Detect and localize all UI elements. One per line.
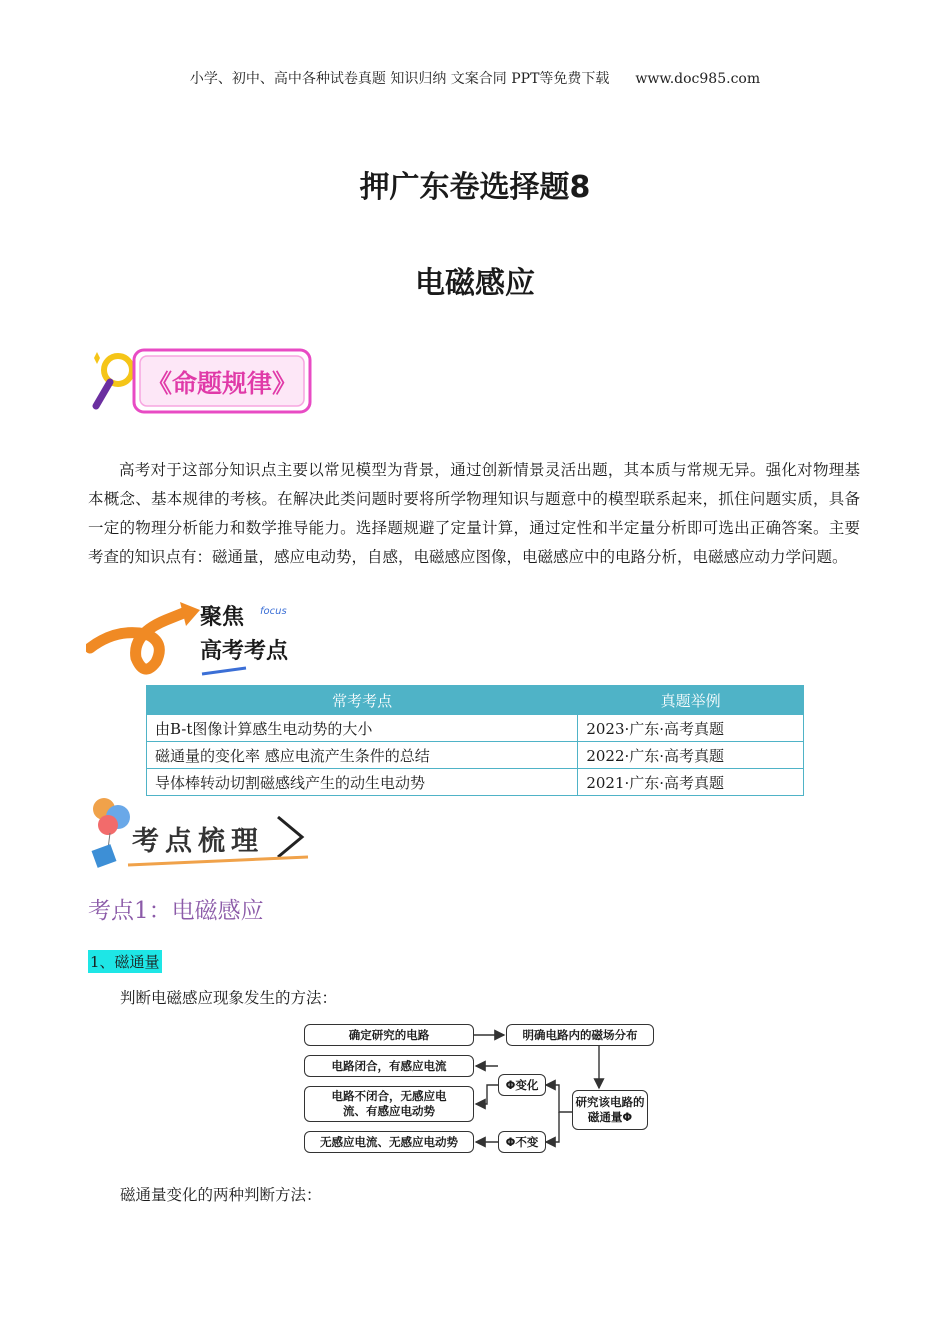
- flow-box-open: 电路不闭合，无感应电流、有感应电动势: [304, 1086, 474, 1122]
- flow-box-change: Φ变化: [498, 1074, 546, 1096]
- table-cell: 由B-t图像计算感生电动势的大小: [147, 715, 578, 742]
- two-methods-line: 磁通量变化的两种判断方法：: [120, 1186, 322, 1204]
- flow-box-field: 明确电路内的磁场分布: [506, 1024, 654, 1046]
- table-cell: 磁通量的变化率 感应电流产生条件的总结: [147, 742, 578, 769]
- page-title: 押广东卷选择题8: [359, 170, 591, 205]
- flow-box-determine: 确定研究的电路: [304, 1024, 474, 1046]
- section-heading: 1、磁通量: [88, 950, 162, 973]
- table-cell: 2021·广东·高考真题: [578, 769, 804, 796]
- table-header-cell: 常考考点: [147, 686, 578, 715]
- flow-box-closed: 电路闭合，有感应电流: [304, 1055, 474, 1077]
- focus-badge: [86, 598, 326, 678]
- mingti-badge-label: 《命题规律》: [146, 369, 297, 398]
- header-site: www.doc985.com: [635, 71, 761, 87]
- focus-line2: 高考考点: [200, 639, 289, 664]
- intro-paragraph: 高考对于这部分知识点主要以常见模型为背景，通过创新情景灵活出题，其本质与常规无异。强化对物理基本概念、基本规律的考核。在解决此类问题时要将所学物理知识与题意中的模型联系起来，抓住问题实质，具备一定的物理分析能力和数学推导能力。选择题规避了定量计算，通过定性和半定量分析即可选出正确答案。主要考查的知识点有：磁通量，感应电动势，自感，电磁感应图像，电磁感应中的电路分析，电磁感应动力学问题。: [88, 461, 860, 566]
- focus-small: focus: [260, 606, 287, 617]
- table-row: [147, 769, 804, 796]
- focus-line1: 聚焦: [200, 605, 245, 630]
- page-header: [0, 68, 950, 88]
- kaodian-heading: 考点1：电磁感应: [88, 898, 264, 924]
- flow-box-study: 研究该电路的磁通量Φ: [572, 1090, 648, 1130]
- exam-points-table: [146, 685, 804, 796]
- method-line: 判断电磁感应现象发生的方法：: [120, 989, 338, 1007]
- table-cell: 导体棒转动切割磁感线产生的动生电动势: [147, 769, 578, 796]
- table-row: [147, 715, 804, 742]
- header-text: 小学、初中、高中各种试卷真题 知识归纳 文案合同 PPT等免费下载: [189, 71, 610, 87]
- flow-box-nochange: Φ不变: [498, 1131, 546, 1153]
- page-subtitle: 电磁感应: [415, 266, 535, 301]
- table-row: [147, 742, 804, 769]
- mingti-badge: [88, 344, 318, 420]
- table-header-cell: 真题举例: [578, 686, 804, 715]
- table-header-row: [147, 686, 804, 715]
- flowchart: [304, 1020, 656, 1155]
- flow-box-none: 无感应电流、无感应电动势: [304, 1131, 474, 1153]
- review-badge: [88, 795, 318, 871]
- table-cell: 2022·广东·高考真题: [578, 742, 804, 769]
- table-cell: 2023·广东·高考真题: [578, 715, 804, 742]
- review-badge-label: 考点梳理: [132, 826, 264, 857]
